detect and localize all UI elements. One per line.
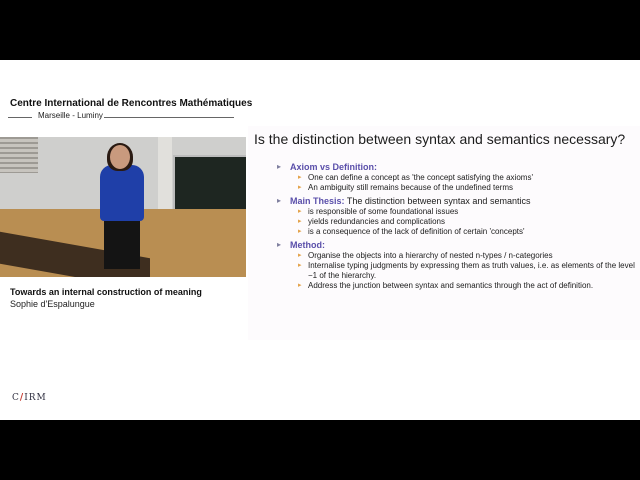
list-item (298, 281, 636, 291)
section-items (298, 251, 636, 291)
cirm-logo: C/IRM (12, 393, 47, 403)
triangle-bullet-icon: ▸ (277, 196, 282, 205)
video-frame (0, 60, 640, 420)
small-triangle-bullet-icon: ▸ (298, 208, 302, 215)
list-item-text: Internalise typing judgments by expressing them as truth values, i.e. as elements of the level −1 of the hierarchy. (308, 261, 635, 280)
triangle-bullet-icon: ▸ (277, 240, 282, 249)
slide-title: Is the distinction between syntax and semantics necessary? (254, 131, 626, 147)
divider-left (8, 117, 32, 118)
list-item-text: yields redundancies and complications (308, 217, 445, 226)
small-triangle-bullet-icon: ▸ (298, 282, 302, 289)
list-item-text: is a consequence of the lack of definition of certain 'concepts' (308, 227, 525, 236)
slide-section (276, 196, 636, 237)
section-heading-label: Method: (290, 240, 325, 250)
list-item-text: One can define a concept as 'the concept satisfying the axioms' (308, 173, 533, 182)
small-triangle-bullet-icon: ▸ (298, 218, 302, 225)
small-triangle-bullet-icon: ▸ (298, 184, 302, 191)
section-heading (290, 196, 636, 206)
list-item-text: Address the junction between syntax and semantics through the act of definition. (308, 281, 594, 290)
list-item (298, 173, 636, 183)
triangle-bullet-icon: ▸ (277, 162, 282, 171)
org-location-row (8, 111, 234, 123)
small-triangle-bullet-icon: ▸ (298, 262, 302, 269)
video-speaker-body (100, 165, 144, 221)
video-window-blinds (0, 137, 38, 173)
section-heading-text: The distinction between syntax and semantics (344, 196, 531, 206)
section-heading (290, 240, 636, 250)
list-item (298, 207, 636, 217)
org-title: Centre International de Rencontres Mathématiques (10, 98, 253, 109)
list-item (298, 251, 636, 261)
slide-section (276, 162, 636, 193)
small-triangle-bullet-icon: ▸ (298, 174, 302, 181)
video-speaker-head (110, 145, 130, 169)
list-item (298, 227, 636, 237)
speaker-video (0, 137, 246, 277)
small-triangle-bullet-icon: ▸ (298, 252, 302, 259)
section-items (298, 207, 636, 237)
talk-title: Towards an internal construction of meaning (10, 287, 202, 297)
section-heading-label: Axiom vs Definition: (290, 162, 378, 172)
list-item (298, 217, 636, 227)
section-heading-label: Main Thesis: (290, 196, 345, 206)
list-item-text: An ambiguity still remains because of the undefined terms (308, 183, 513, 192)
list-item-text: is responsible of some foundational issues (308, 207, 459, 216)
list-item-text: Organise the objects into a hierarchy of nested n-types / n-categories (308, 251, 553, 260)
section-heading (290, 162, 636, 172)
slide-content (276, 162, 636, 291)
small-triangle-bullet-icon: ▸ (298, 228, 302, 235)
org-location: Marseille - Luminy (38, 111, 103, 120)
presentation-slide (248, 126, 640, 340)
list-item (298, 261, 636, 281)
list-item (298, 183, 636, 193)
slide-section (276, 240, 636, 291)
divider-right (104, 117, 234, 118)
speaker-name: Sophie d'Espalungue (10, 299, 95, 309)
video-speaker-legs (104, 219, 140, 269)
section-items (298, 173, 636, 193)
